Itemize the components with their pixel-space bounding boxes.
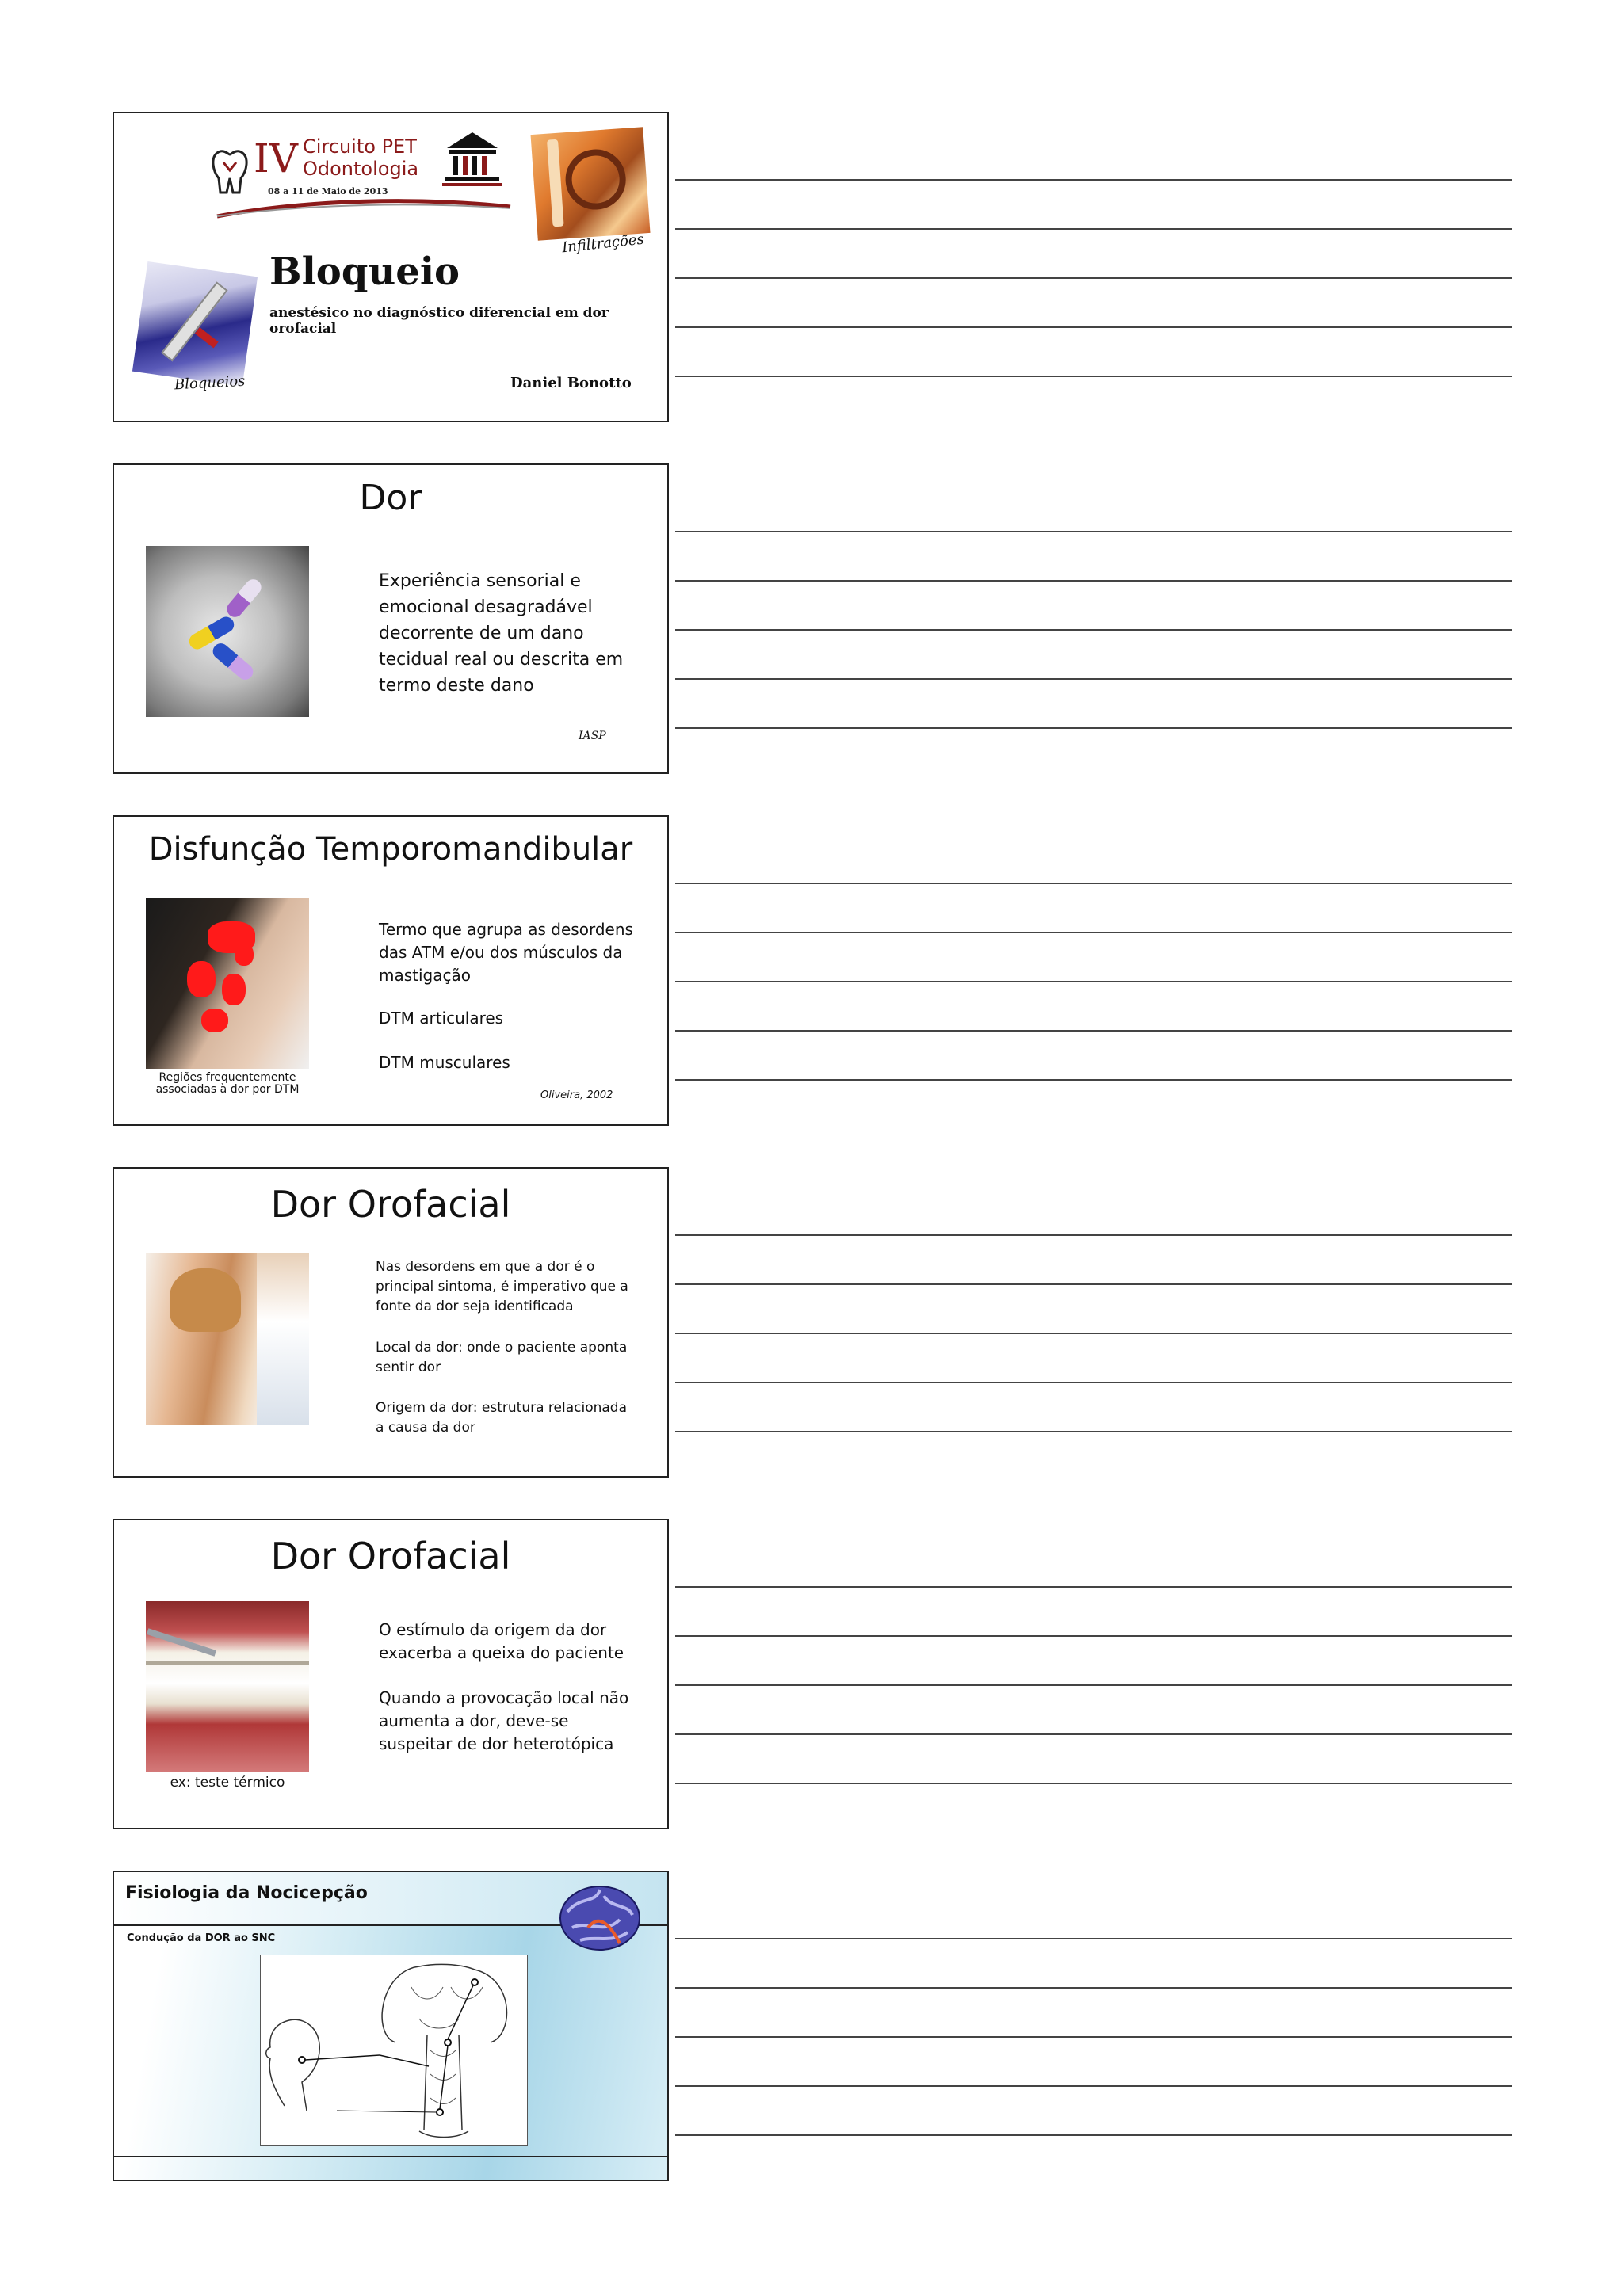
- nociception-pathway-diagram: [260, 1955, 528, 2146]
- slide-subtitle: Condução da DOR ao SNC: [127, 1932, 276, 1944]
- patient-doctor-photo: [146, 1253, 309, 1425]
- label-bloqueios: Bloqueios: [174, 372, 246, 394]
- event-line1: Circuito PET: [303, 135, 417, 158]
- slide-title: Dor Orofacial: [270, 1183, 511, 1226]
- event-dates: 08 a 11 de Maio de 2013: [268, 186, 388, 196]
- slide-body-3: DTM musculares: [379, 1053, 510, 1072]
- photo-caption: ex: teste térmico: [170, 1775, 285, 1791]
- slide-body-2: Local da dor: onde o paciente aponta sentir dor: [376, 1340, 628, 1375]
- slide-title: Bloqueio: [269, 250, 460, 294]
- slide-author: Daniel Bonotto: [510, 375, 632, 391]
- slide-footer-band: [114, 2156, 669, 2157]
- slide-title: Dor: [359, 478, 422, 518]
- slide-body-1: Termo que agrupa as desordens das ATM e/ou dos músculos da mastigação: [379, 920, 633, 985]
- slide-4: [113, 1167, 669, 1478]
- blockade-photo: [132, 261, 258, 387]
- label-infiltracoes: Infiltrações: [561, 231, 645, 257]
- event-line2: Odontologia: [303, 158, 419, 180]
- slide-citation: IASP: [579, 730, 606, 742]
- slide-title: Dor Orofacial: [270, 1535, 511, 1577]
- slide-citation: Oliveira, 2002: [540, 1089, 613, 1101]
- photo-caption: Regiões frequentemente associadas à dor por DTM: [155, 1071, 300, 1096]
- slide-body-2: Quando a provocação local não aumenta a dor, deve-se suspeitar de dor heterotópica: [379, 1688, 629, 1753]
- brain-icon: [556, 1880, 643, 1959]
- slide-2: [113, 463, 669, 774]
- slide-body: Experiência sensorial e emocional desagradável decorrente de um dano tecidual real ou descrita em termo deste dano: [379, 571, 624, 696]
- logo-swoosh: [216, 196, 517, 219]
- slide-5: [113, 1519, 669, 1829]
- event-logo: [209, 123, 510, 218]
- event-numeral: IV: [254, 135, 298, 181]
- pills-in-hand-photo: [146, 546, 309, 717]
- institute-building-icon: [441, 131, 504, 188]
- slide-1: [113, 112, 669, 422]
- slide-title: Disfunção Temporomandibular: [148, 831, 633, 868]
- dtm-face-photo: [146, 898, 309, 1069]
- slide-title: Fisiologia da Nocicepção: [125, 1883, 368, 1903]
- slide-6: [113, 1871, 669, 2181]
- teeth-thermal-test-photo: [146, 1601, 309, 1772]
- infiltration-photo: [530, 127, 650, 241]
- slide-3: [113, 815, 669, 1126]
- slide-subtitle: anestésico no diagnóstico diferencial em dor orofacial: [269, 305, 609, 337]
- slide-body-2: DTM articulares: [379, 1009, 504, 1028]
- slide-body-1: O estímulo da origem da dor exacerba a queixa do paciente: [379, 1620, 624, 1662]
- slide-body-3: Origem da dor: estrutura relacionada a causa da dor: [376, 1400, 628, 1436]
- tooth-icon: [209, 147, 250, 196]
- slide-body-1: Nas desordens em que a dor é o principal sintoma, é imperativo que a fonte da dor seja identificada: [376, 1259, 628, 1314]
